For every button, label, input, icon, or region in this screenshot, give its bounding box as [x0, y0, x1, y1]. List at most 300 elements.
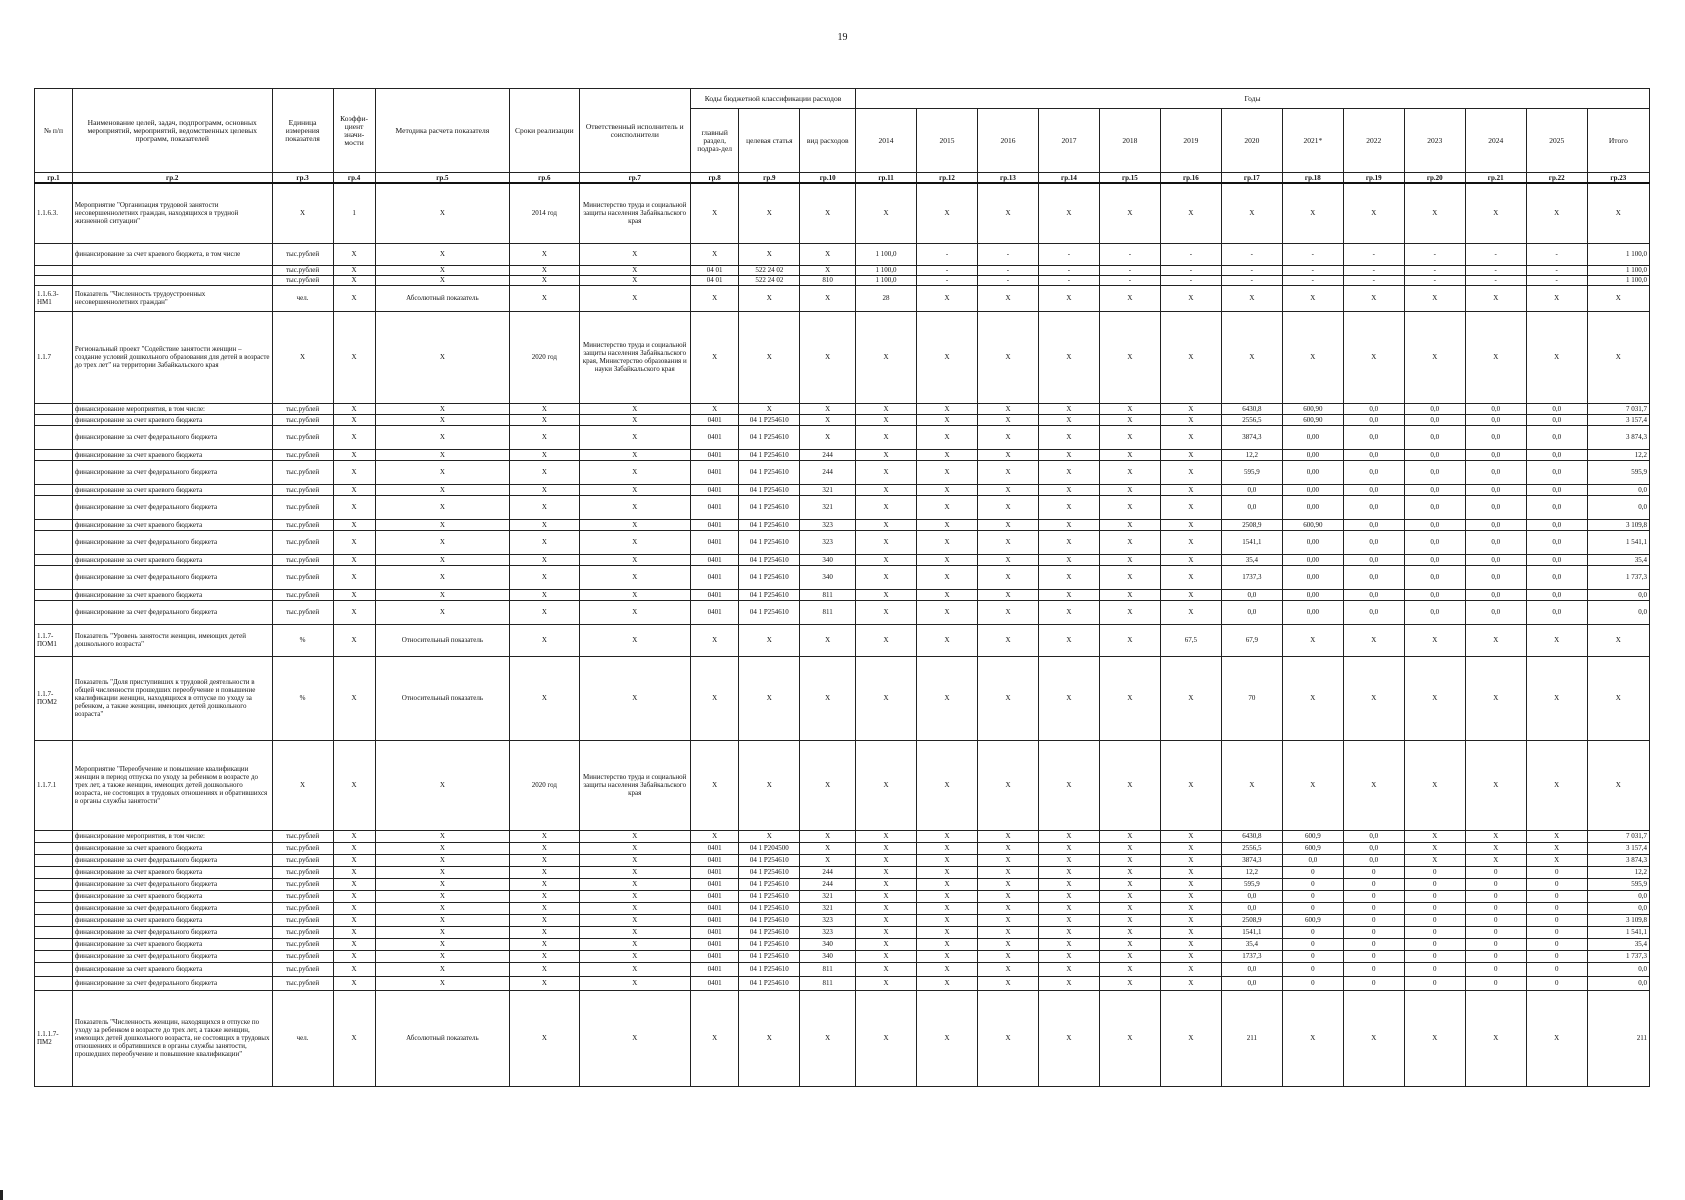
row-executor: Х: [579, 990, 690, 1086]
row-number: [35, 460, 73, 484]
row-year-value: 0,0: [1343, 854, 1404, 866]
row-year-value: Х: [917, 565, 978, 589]
row-year-value: Х: [856, 962, 917, 976]
row-executor: Х: [579, 530, 690, 554]
row-coefficient: Х: [333, 403, 375, 414]
row-terms: Х: [510, 990, 579, 1086]
row-year-value: Х: [856, 449, 917, 460]
row-year-value: 0,00: [1282, 589, 1343, 600]
row-year-value: -: [1099, 275, 1160, 285]
row-code-section: 04 01: [690, 265, 738, 275]
row-code-section: Х: [690, 243, 738, 265]
row-coefficient: Х: [333, 914, 375, 926]
row-total: Х: [1587, 285, 1649, 311]
row-code-type: 811: [800, 600, 856, 624]
row-number: [35, 275, 73, 285]
row-year-value: Х: [1038, 878, 1099, 890]
row-total: 1 737,3: [1587, 950, 1649, 962]
row-name: Показатель "Численность женщин, находящихся в отпуске по уходу за ребенком в возрасте до трех лет, а также женщин, имеющих детей дошкольного возраста, не состоящих в трудовых отношениях и обратившихся в органы службы занятости, прошедших переобучение и повышение квалификации": [72, 990, 272, 1086]
row-year-value: Х: [1160, 866, 1221, 878]
row-year-value: 0,0: [1526, 589, 1587, 600]
row-year-value: Х: [1038, 554, 1099, 565]
row-code-target: 04 1 P254610: [739, 495, 800, 519]
column-number: гр.8: [690, 173, 738, 184]
row-year-value: Х: [856, 990, 917, 1086]
row-year-value: Х: [1099, 565, 1160, 589]
row-year-value: Х: [1526, 311, 1587, 403]
row-year-value: 35,4: [1221, 554, 1282, 565]
row-year-value: 0: [1282, 890, 1343, 902]
row-code-target: Х: [739, 403, 800, 414]
row-year-value: Х: [917, 589, 978, 600]
table-row: [35, 449, 1650, 460]
row-unit: Х: [272, 740, 333, 830]
row-terms: Х: [510, 425, 579, 449]
row-code-section: 0401: [690, 914, 738, 926]
row-year-value: 0: [1404, 914, 1465, 926]
row-coefficient: Х: [333, 902, 375, 914]
row-year-value: 0: [1343, 926, 1404, 938]
row-year-value: Х: [1160, 403, 1221, 414]
row-year-value: Х: [1160, 854, 1221, 866]
row-unit: тыс.рублей: [272, 530, 333, 554]
row-code-target: 04 1 P254610: [739, 530, 800, 554]
row-year-value: -: [1404, 243, 1465, 265]
row-terms: Х: [510, 914, 579, 926]
row-code-type: 811: [800, 962, 856, 976]
row-year-value: Х: [917, 519, 978, 530]
row-year-value: Х: [1343, 656, 1404, 740]
row-number: 1.1.7: [35, 311, 73, 403]
row-year-value: Х: [1099, 854, 1160, 866]
row-coefficient: Х: [333, 926, 375, 938]
table-row: [35, 554, 1650, 565]
row-code-target: 04 1 P254610: [739, 962, 800, 976]
row-year-value: Х: [1099, 976, 1160, 990]
row-code-target: 04 1 P254610: [739, 866, 800, 878]
row-code-section: 0401: [690, 866, 738, 878]
column-number: гр.5: [375, 173, 510, 184]
row-method: Х: [375, 902, 510, 914]
row-code-type: Х: [800, 403, 856, 414]
header-year: 2016: [977, 109, 1038, 173]
row-year-value: 0,0: [1343, 530, 1404, 554]
row-year-value: 0,0: [1343, 830, 1404, 842]
row-code-type: Х: [800, 414, 856, 425]
row-year-value: Х: [1099, 830, 1160, 842]
row-year-value: 2508,9: [1221, 914, 1282, 926]
row-total: 7 031,7: [1587, 830, 1649, 842]
row-year-value: Х: [1160, 962, 1221, 976]
row-code-target: 04 1 P254610: [739, 902, 800, 914]
row-year-value: 0,0: [1221, 890, 1282, 902]
row-number: [35, 565, 73, 589]
row-coefficient: Х: [333, 950, 375, 962]
row-year-value: 0,0: [1465, 530, 1526, 554]
row-year-value: 0: [1526, 902, 1587, 914]
row-year-value: Х: [917, 976, 978, 990]
row-unit: %: [272, 656, 333, 740]
row-terms: Х: [510, 565, 579, 589]
row-year-value: 600,90: [1282, 414, 1343, 425]
row-year-value: Х: [1160, 530, 1221, 554]
row-year-value: 0: [1465, 962, 1526, 976]
row-total: 12,2: [1587, 449, 1649, 460]
row-year-value: 0,0: [1343, 414, 1404, 425]
row-year-value: Х: [917, 990, 978, 1086]
row-total: 3 874,3: [1587, 854, 1649, 866]
header-method: Методика расчета показателя: [375, 89, 510, 173]
row-year-value: Х: [1404, 311, 1465, 403]
row-year-value: 0,0: [1526, 530, 1587, 554]
row-year-value: Х: [917, 914, 978, 926]
row-total: 12,2: [1587, 866, 1649, 878]
row-year-value: Х: [856, 495, 917, 519]
row-year-value: Х: [1282, 740, 1343, 830]
row-executor: Х: [579, 902, 690, 914]
row-year-value: -: [1404, 275, 1465, 285]
row-year-value: Х: [1465, 854, 1526, 866]
row-year-value: 0: [1465, 976, 1526, 990]
row-number: [35, 243, 73, 265]
row-code-section: Х: [690, 285, 738, 311]
row-year-value: 0,0: [1343, 484, 1404, 495]
row-year-value: Х: [1343, 624, 1404, 656]
row-code-target: 04 1 P254610: [739, 449, 800, 460]
row-number: [35, 589, 73, 600]
row-year-value: 0: [1343, 878, 1404, 890]
row-year-value: Х: [1526, 285, 1587, 311]
row-year-value: Х: [1160, 425, 1221, 449]
row-year-value: Х: [1282, 183, 1343, 243]
row-year-value: -: [1282, 275, 1343, 285]
row-terms: 2020 год: [510, 740, 579, 830]
row-total: Х: [1587, 311, 1649, 403]
row-method: Х: [375, 938, 510, 950]
row-coefficient: Х: [333, 554, 375, 565]
row-year-value: 70: [1221, 656, 1282, 740]
row-year-value: 0: [1465, 926, 1526, 938]
row-code-section: 0401: [690, 950, 738, 962]
row-year-value: 28: [856, 285, 917, 311]
row-year-value: 0,0: [1221, 902, 1282, 914]
row-year-value: 0,00: [1282, 565, 1343, 589]
row-executor: Х: [579, 265, 690, 275]
row-coefficient: Х: [333, 938, 375, 950]
row-code-section: 04 01: [690, 275, 738, 285]
row-coefficient: Х: [333, 484, 375, 495]
row-number: [35, 403, 73, 414]
row-year-value: 0: [1282, 950, 1343, 962]
row-code-type: 244: [800, 460, 856, 484]
row-year-value: Х: [1160, 183, 1221, 243]
row-code-type: 811: [800, 589, 856, 600]
row-total: 1 737,3: [1587, 565, 1649, 589]
column-number: гр.7: [579, 173, 690, 184]
row-year-value: Х: [1038, 902, 1099, 914]
row-terms: Х: [510, 243, 579, 265]
row-total: 7 031,7: [1587, 403, 1649, 414]
row-executor: Х: [579, 414, 690, 425]
column-number: гр.18: [1282, 173, 1343, 184]
row-year-value: Х: [1526, 830, 1587, 842]
row-year-value: Х: [1038, 990, 1099, 1086]
table-row: [35, 414, 1650, 425]
row-year-value: -: [977, 275, 1038, 285]
header-year: 2023: [1404, 109, 1465, 173]
table-row: [35, 519, 1650, 530]
row-executor: Х: [579, 425, 690, 449]
row-year-value: Х: [1160, 976, 1221, 990]
row-year-value: Х: [1038, 600, 1099, 624]
table-row: [35, 962, 1650, 976]
row-year-value: Х: [1465, 842, 1526, 854]
row-year-value: Х: [1099, 842, 1160, 854]
row-code-section: 0401: [690, 460, 738, 484]
header-executor: Ответственный исполнитель и соисполнители: [579, 89, 690, 173]
row-name: финансирование за счет федерального бюджета: [72, 565, 272, 589]
row-code-type: 323: [800, 530, 856, 554]
row-year-value: 0: [1526, 926, 1587, 938]
row-year-value: Х: [1160, 285, 1221, 311]
row-year-value: Х: [1160, 495, 1221, 519]
row-code-target: 04 1 P254610: [739, 926, 800, 938]
row-year-value: 600,90: [1282, 519, 1343, 530]
row-year-value: 0,0: [1404, 589, 1465, 600]
column-number: гр.10: [800, 173, 856, 184]
row-year-value: -: [1099, 243, 1160, 265]
row-year-value: Х: [977, 656, 1038, 740]
table-row: [35, 656, 1650, 740]
row-number: [35, 926, 73, 938]
row-executor: Х: [579, 976, 690, 990]
row-year-value: Х: [1465, 830, 1526, 842]
row-year-value: -: [1038, 243, 1099, 265]
row-year-value: 0: [1404, 976, 1465, 990]
row-code-target: 04 1 P254610: [739, 425, 800, 449]
row-year-value: -: [1282, 243, 1343, 265]
row-year-value: 0: [1526, 890, 1587, 902]
row-year-value: Х: [917, 414, 978, 425]
row-coefficient: Х: [333, 275, 375, 285]
row-terms: Х: [510, 554, 579, 565]
row-coefficient: Х: [333, 495, 375, 519]
row-name: финансирование за счет федерального бюджета: [72, 495, 272, 519]
row-year-value: 600,9: [1282, 914, 1343, 926]
row-year-value: Х: [856, 403, 917, 414]
row-year-value: Х: [977, 926, 1038, 938]
table-header: [35, 89, 1650, 184]
row-executor: Х: [579, 554, 690, 565]
row-executor: Х: [579, 519, 690, 530]
row-executor: Х: [579, 656, 690, 740]
row-year-value: Х: [1099, 554, 1160, 565]
row-total: Х: [1587, 740, 1649, 830]
row-unit: тыс.рублей: [272, 914, 333, 926]
row-year-value: 0: [1404, 950, 1465, 962]
row-year-value: Х: [1038, 890, 1099, 902]
row-year-value: Х: [1099, 519, 1160, 530]
row-year-value: 0: [1343, 950, 1404, 962]
row-code-target: 04 1 P254610: [739, 878, 800, 890]
row-code-type: 340: [800, 938, 856, 950]
row-year-value: 0,0: [1526, 460, 1587, 484]
row-unit: тыс.рублей: [272, 962, 333, 976]
row-terms: Х: [510, 962, 579, 976]
row-year-value: 0,00: [1282, 425, 1343, 449]
row-year-value: 0: [1404, 890, 1465, 902]
row-year-value: Х: [917, 740, 978, 830]
row-year-value: 1737,3: [1221, 565, 1282, 589]
row-year-value: 0: [1465, 902, 1526, 914]
row-year-value: Х: [1099, 425, 1160, 449]
row-year-value: Х: [1038, 285, 1099, 311]
row-code-section: 0401: [690, 902, 738, 914]
row-year-value: Х: [1099, 311, 1160, 403]
row-year-value: 0: [1465, 950, 1526, 962]
row-year-value: 0: [1526, 938, 1587, 950]
row-code-type: Х: [800, 740, 856, 830]
row-executor: Х: [579, 914, 690, 926]
row-code-target: Х: [739, 183, 800, 243]
row-terms: Х: [510, 656, 579, 740]
row-year-value: Х: [1160, 311, 1221, 403]
row-year-value: Х: [856, 425, 917, 449]
row-year-value: -: [1282, 265, 1343, 275]
page-edge-mark: [0, 1190, 3, 1200]
row-year-value: Х: [1099, 656, 1160, 740]
row-year-value: Х: [917, 842, 978, 854]
row-coefficient: Х: [333, 878, 375, 890]
row-year-value: 0: [1465, 914, 1526, 926]
row-year-value: 2556,5: [1221, 414, 1282, 425]
row-method: Х: [375, 830, 510, 842]
table-row: [35, 914, 1650, 926]
row-unit: тыс.рублей: [272, 890, 333, 902]
row-year-value: Х: [917, 926, 978, 938]
row-method: Х: [375, 890, 510, 902]
row-year-value: Х: [1160, 878, 1221, 890]
row-year-value: 0,0: [1221, 495, 1282, 519]
row-executor: Х: [579, 938, 690, 950]
row-coefficient: Х: [333, 243, 375, 265]
row-code-section: 0401: [690, 962, 738, 976]
table-row: [35, 950, 1650, 962]
row-code-target: 04 1 P254610: [739, 519, 800, 530]
row-year-value: Х: [1038, 519, 1099, 530]
table-row: [35, 565, 1650, 589]
column-number: гр.17: [1221, 173, 1282, 184]
row-year-value: Х: [856, 890, 917, 902]
row-code-section: 0401: [690, 842, 738, 854]
row-year-value: Х: [917, 311, 978, 403]
row-year-value: 0,0: [1404, 530, 1465, 554]
row-code-target: Х: [739, 624, 800, 656]
header-year: 2014: [856, 109, 917, 173]
row-year-value: Х: [856, 938, 917, 950]
row-year-value: 0,0: [1343, 600, 1404, 624]
row-year-value: 0,0: [1343, 449, 1404, 460]
row-year-value: Х: [1038, 938, 1099, 950]
row-year-value: 0,0: [1465, 495, 1526, 519]
row-terms: Х: [510, 624, 579, 656]
budget-table-sheet: [34, 88, 1650, 1087]
row-year-value: 0,0: [1404, 484, 1465, 495]
row-method: Х: [375, 914, 510, 926]
row-code-section: 0401: [690, 414, 738, 425]
row-year-value: 0,0: [1526, 414, 1587, 425]
row-year-value: 3874,3: [1221, 425, 1282, 449]
row-code-type: 244: [800, 449, 856, 460]
column-number: гр.23: [1587, 173, 1649, 184]
header-year: 2024: [1465, 109, 1526, 173]
row-unit: тыс.рублей: [272, 449, 333, 460]
row-executor: Х: [579, 243, 690, 265]
row-coefficient: Х: [333, 460, 375, 484]
row-year-value: 0,0: [1526, 484, 1587, 495]
row-number: [35, 866, 73, 878]
row-year-value: Х: [1221, 183, 1282, 243]
row-year-value: Х: [917, 890, 978, 902]
header-terms: Сроки реализации: [510, 89, 579, 173]
row-year-value: 0,0: [1526, 519, 1587, 530]
row-year-value: 0,0: [1343, 554, 1404, 565]
row-method: Относительный показатель: [375, 656, 510, 740]
table-row: [35, 902, 1650, 914]
row-year-value: Х: [1038, 425, 1099, 449]
row-year-value: 0: [1343, 890, 1404, 902]
row-year-value: Х: [917, 495, 978, 519]
row-terms: Х: [510, 414, 579, 425]
row-code-target: 04 1 P254610: [739, 914, 800, 926]
row-method: Х: [375, 854, 510, 866]
row-code-target: 04 1 P254610: [739, 484, 800, 495]
row-executor: Х: [579, 878, 690, 890]
row-year-value: Х: [1099, 926, 1160, 938]
row-year-value: 0,00: [1282, 530, 1343, 554]
row-code-section: Х: [690, 183, 738, 243]
row-total: 1 541,1: [1587, 530, 1649, 554]
row-year-value: Х: [1099, 589, 1160, 600]
row-terms: 2014 год: [510, 183, 579, 243]
row-year-value: Х: [977, 425, 1038, 449]
row-method: Х: [375, 842, 510, 854]
row-number: 1.1.6.3-НМ1: [35, 285, 73, 311]
row-year-value: 0,0: [1404, 425, 1465, 449]
row-coefficient: Х: [333, 311, 375, 403]
row-total: 1 100,0: [1587, 275, 1649, 285]
row-year-value: Х: [856, 656, 917, 740]
row-year-value: Х: [1221, 740, 1282, 830]
table-row: [35, 990, 1650, 1086]
row-number: [35, 938, 73, 950]
row-unit: тыс.рублей: [272, 425, 333, 449]
row-year-value: Х: [977, 950, 1038, 962]
row-year-value: 0,0: [1465, 460, 1526, 484]
row-total: 0,0: [1587, 484, 1649, 495]
row-code-section: 0401: [690, 484, 738, 495]
row-year-value: Х: [1099, 914, 1160, 926]
row-year-value: 0,0: [1465, 519, 1526, 530]
row-year-value: 0: [1343, 914, 1404, 926]
row-year-value: Х: [1099, 495, 1160, 519]
row-year-value: Х: [1160, 484, 1221, 495]
row-total: 0,0: [1587, 600, 1649, 624]
row-code-section: Х: [690, 403, 738, 414]
row-year-value: 0,0: [1343, 519, 1404, 530]
row-code-section: 0401: [690, 554, 738, 565]
row-terms: 2020 год: [510, 311, 579, 403]
